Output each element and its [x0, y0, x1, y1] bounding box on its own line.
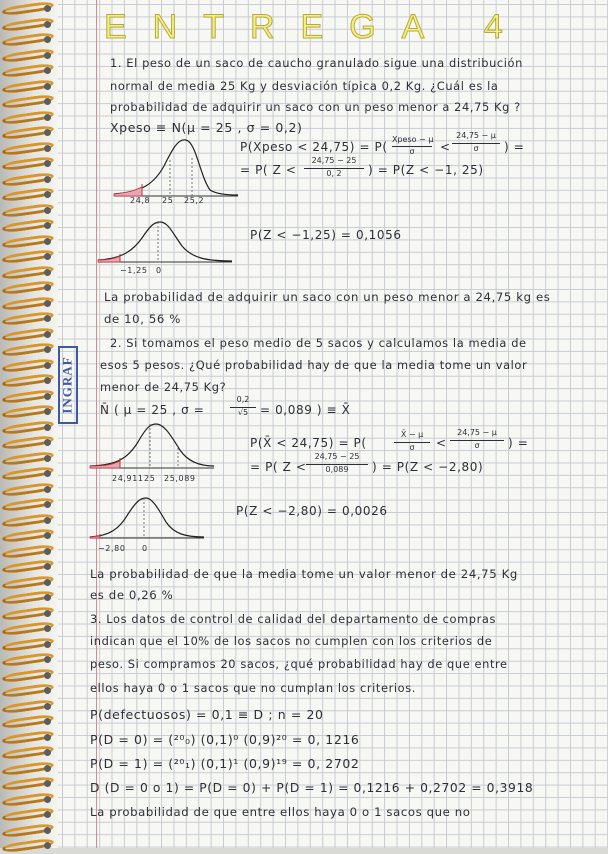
binding-hole — [44, 114, 51, 121]
binding-hole — [44, 300, 51, 307]
binding-hole — [44, 36, 51, 43]
p3-text-line3: peso. Si compramos 20 sacos, ¿qué probabilidad hay de que entre — [90, 657, 508, 671]
p2-text-line1: 2. Si tomamos el peso medio de 5 sacos y calculamos la media de — [110, 336, 527, 350]
p1-text-line3: probabilidad de adquirir un saco con un peso menor a 24,75 Kg ? — [110, 100, 521, 114]
binding-hole — [44, 672, 51, 679]
binding-hole — [44, 83, 51, 90]
p1-conclusion-line2: de 10, 56 % — [104, 312, 181, 326]
binding-hole — [44, 284, 51, 291]
brand-label — [58, 346, 78, 424]
p2-dist-frac-den: √5 — [237, 408, 249, 417]
p2-result-equation: P(Z < −2,80) = 0,0026 — [236, 504, 388, 518]
p3-text-line1: 3. Los datos de control de calidad del departamento de compras — [90, 612, 497, 626]
binding-hole — [44, 656, 51, 663]
binding-hole — [44, 362, 51, 369]
p3-eq2: P(D = 0) = (²⁰₀) (0,1)⁰ (0,9)²⁰ = 0, 1216 — [90, 732, 360, 747]
binding-hole — [44, 610, 51, 617]
binding-hole — [44, 424, 51, 431]
binding-hole — [44, 393, 51, 400]
p1-conclusion-line1: La probabilidad de adquirir un saco con un peso menor a 24,75 kg es — [104, 290, 551, 304]
binding-hole — [44, 780, 51, 787]
binding-hole — [44, 749, 51, 756]
p1-graph1-tick-3: 25,2 — [184, 196, 205, 205]
p1-eq1-frac-num: Xpeso − μ — [392, 135, 434, 144]
binding-hole — [44, 67, 51, 74]
binding-hole — [44, 160, 51, 167]
binding-hole — [44, 687, 51, 694]
binding-hole — [44, 98, 51, 105]
p3-eq1: P(defectuosos) = 0,1 ≡ D ; n = 20 — [90, 707, 324, 722]
p3-eq3: P(D = 1) = (²⁰₁) (0,1)¹ (0,9)¹⁹ = 0, 2702 — [90, 756, 360, 771]
binding-hole — [44, 486, 51, 493]
binding-hole — [44, 21, 51, 28]
binding-hole — [44, 408, 51, 415]
p2-eq1-frac2-num: 24,75 − μ — [457, 428, 497, 437]
p1-normal-curve-z — [96, 218, 236, 270]
p2-graph2-tick-2: 0 — [142, 544, 148, 553]
binding-hole — [44, 501, 51, 508]
p1-eq1-right: ) = — [504, 140, 525, 154]
p2-text-line3: menor de 24,75 Kg? — [100, 380, 227, 394]
p2-eq1-left: P(X̄ < 24,75) = P( — [250, 436, 367, 450]
p1-text-line1: 1. El peso de un saco de caucho granulado sigue una distribución — [110, 56, 523, 70]
p2-conclusion-line1: La probabilidad de que la media tome un valor menor de 24,75 Kg — [90, 567, 518, 581]
binding-hole — [44, 207, 51, 214]
binding-hole — [44, 253, 51, 260]
p1-graph2-tick-1: −1,25 — [120, 266, 148, 275]
p1-distribution: Xpeso ≡ N(μ = 25 , σ = 0,2) — [110, 120, 303, 135]
p1-text-line2: normal de media 25 Kg y desviación típica 0,2 Kg. ¿Cuál es la — [110, 79, 499, 93]
p2-normal-curve-z — [88, 494, 208, 546]
binding-hole — [44, 594, 51, 601]
page-title: ENTREGA 4 — [104, 8, 529, 46]
p2-eq1-frac-num: X̄ − μ — [400, 430, 424, 439]
p1-eq2-frac-num: 24,75 − 25 — [311, 156, 357, 165]
binding-hole — [44, 765, 51, 772]
binding-hole — [44, 331, 51, 338]
binding-hole — [44, 641, 51, 648]
binding-hole — [44, 145, 51, 152]
p2-distribution-left: N̄ ( μ = 25 , σ = — [100, 403, 205, 417]
binding-hole — [44, 455, 51, 462]
p1-graph2-tick-2: 0 — [156, 266, 162, 275]
p3-conclusion-line1: La probabilidad de que entre ellos haya 0 o 1 sacos que no — [90, 805, 471, 819]
binding-hole — [44, 734, 51, 741]
binding-hole — [44, 129, 51, 136]
p2-eq1-mid: < — [436, 436, 447, 450]
binding-hole — [44, 222, 51, 229]
binding-hole — [44, 269, 51, 276]
p2-eq1-frac-den: σ — [409, 443, 415, 452]
p2-eq2-left: = P( Z < — [250, 460, 307, 474]
p1-eq1-frac2-den: σ — [473, 144, 479, 153]
binding-hole — [44, 191, 51, 198]
spiral-binding — [0, 0, 58, 848]
p3-eq4: D (D = 0 o 1) = P(D = 0) + P(D = 1) = 0,1216 + 0,2702 = 0,3918 — [90, 781, 534, 795]
p2-distribution-right: = 0,089 ) ≡ X̄ — [260, 403, 351, 417]
binding-hole — [44, 625, 51, 632]
p2-conclusion-line2: es de 0,26 % — [90, 588, 174, 602]
p1-eq2-right: ) = P(Z < −1, 25) — [368, 163, 484, 177]
p2-text-line2: esos 5 pesos. ¿Qué probabilidad hay de que la media tome un valor — [100, 358, 528, 372]
binding-hole — [44, 718, 51, 725]
p1-eq1-frac2-num: 24,75 − μ — [456, 131, 496, 140]
p1-eq1-left: P(Xpeso < 24,75) = P( — [240, 140, 388, 154]
p2-eq2-frac-den: 0,089 — [325, 465, 349, 474]
binding-hole — [44, 315, 51, 322]
p1-graph1-tick-2: 25 — [162, 196, 174, 205]
binding-hole — [44, 579, 51, 586]
p1-eq1-frac-den: σ — [409, 147, 415, 156]
binding-hole — [44, 532, 51, 539]
binding-hole — [44, 563, 51, 570]
p2-graph2-tick-1: −2,80 — [98, 544, 126, 553]
binding-hole — [44, 811, 51, 818]
p2-eq1-frac2-den: σ — [474, 441, 480, 450]
binding-hole — [44, 238, 51, 245]
binding-hole — [44, 5, 51, 12]
p2-eq1-right: ) = — [508, 436, 529, 450]
binding-hole — [44, 52, 51, 59]
p1-eq2-left: = P( Z < — [240, 163, 297, 177]
p2-dist-frac-num: 0,2 — [236, 395, 250, 404]
binding-hole — [44, 796, 51, 803]
binding-hole — [44, 377, 51, 384]
p2-graph1-tick-3: 25,089 — [164, 474, 196, 483]
p1-graph1-tick-1: 24,8 — [130, 196, 151, 205]
p2-graph1-tick-2: 25 — [144, 474, 156, 483]
p2-graph1-tick-1: 24,911 — [112, 474, 144, 483]
binding-hole — [44, 703, 51, 710]
brand-text: INGRAF — [60, 356, 75, 414]
binding-hole — [44, 827, 51, 834]
p2-eq2-frac-num: 24,75 − 25 — [314, 452, 360, 461]
binding-hole — [44, 346, 51, 353]
binding-hole — [44, 470, 51, 477]
p2-normal-curve-x — [88, 420, 218, 476]
binding-hole — [44, 517, 51, 524]
p1-eq1-mid: < — [440, 140, 451, 154]
p3-text-line2: indican que el 10% de los sacos no cumplen con los criterios de — [90, 634, 493, 648]
p2-eq2-right: ) = P(Z < −2,80) — [372, 460, 484, 474]
p1-eq2-frac-den: 0, 2 — [326, 169, 342, 178]
binding-hole — [44, 548, 51, 555]
p1-result-equation: P(Z < −1,25) = 0,1056 — [250, 228, 402, 242]
p3-text-line4: ellos haya 0 o 1 sacos que no cumplan los criterios. — [90, 681, 416, 695]
binding-hole — [44, 176, 51, 183]
binding-hole — [44, 439, 51, 446]
